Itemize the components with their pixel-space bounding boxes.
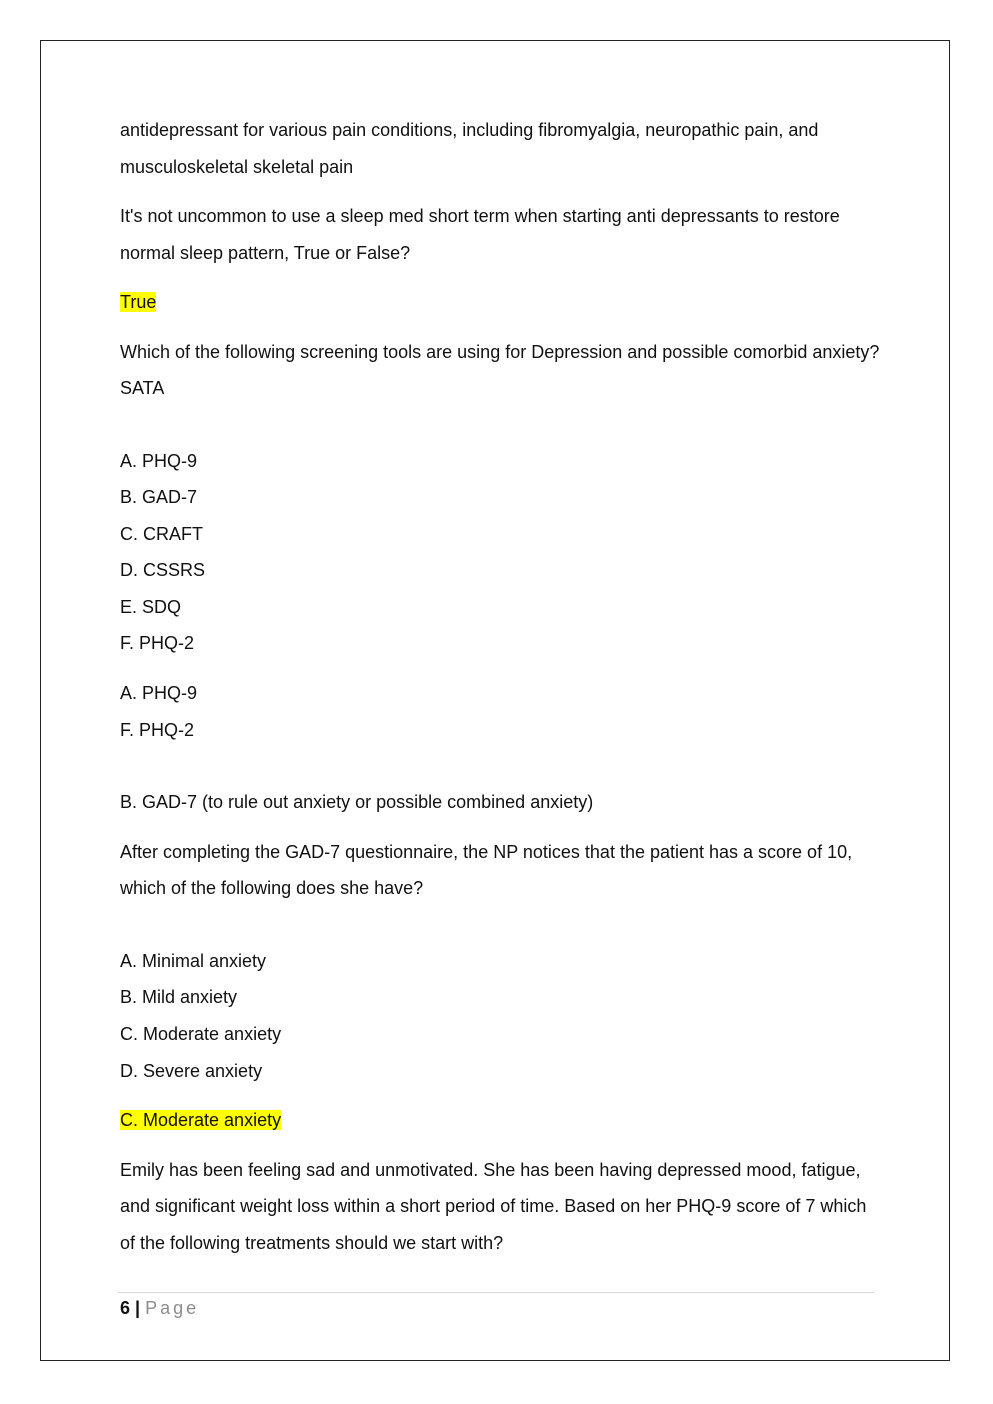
answer-sleep-med [120,284,880,321]
spacer [120,748,880,784]
page-separator: | [135,1298,141,1318]
screening-note: B. GAD-7 (to rule out anxiety or possible combined anxiety) [120,792,594,813]
page-number: 6 [120,1298,131,1318]
page-footer [120,1296,199,1320]
option-item: F. PHQ-2 [120,633,195,654]
option-item: C. CRAFT [120,523,203,544]
question-sleep-med: It's not uncommon to use a sleep med short term when starting anti depressants to restore normal sleep pattern, True or False? [120,206,840,263]
option-item: C. Moderate anxiety [120,1023,282,1044]
spacer [120,907,880,943]
screening-answers-list [120,675,880,748]
question-phq9-treatment: Emily has been feeling sad and unmotivated. She has been having depressed mood, fatigue, and significant weight loss within a short period of time. Based on her PHQ-9 score of 7 which of the following treatments should we start with? [120,1159,867,1253]
screening-options-list [120,443,880,663]
highlighted-answer: True [120,292,157,312]
answer-item: A. PHQ-9 [120,683,198,704]
option-item: A. PHQ-9 [120,450,198,471]
highlighted-answer: C. Moderate anxiety [120,1110,282,1131]
option-item: A. Minimal anxiety [120,950,267,971]
document-body [120,112,880,1261]
option-item: D. Severe anxiety [120,1060,263,1081]
option-item: B. GAD-7 [120,487,198,508]
paragraph-continuation: antidepressant for various pain conditions, including fibromyalgia, neuropathic pain, and musculoskeletal skeletal pain [120,120,819,177]
footer-divider [118,1292,874,1293]
option-item: D. CSSRS [120,560,206,581]
question-screening-tools: Which of the following screening tools are using for Depression and possible comorbid anxiety? SATA [120,341,880,398]
option-item: E. SDQ [120,596,182,617]
spacer [120,407,880,443]
question-gad7-score: After completing the GAD-7 questionnaire, the NP notices that the patient has a score of 10, which of the following does she have? [120,841,853,899]
page-label: Page [145,1298,200,1318]
option-item: B. Mild anxiety [120,987,238,1008]
answer-gad7-score [120,1102,880,1139]
anxiety-options-list [120,943,880,1089]
answer-item: F. PHQ-2 [120,719,195,740]
